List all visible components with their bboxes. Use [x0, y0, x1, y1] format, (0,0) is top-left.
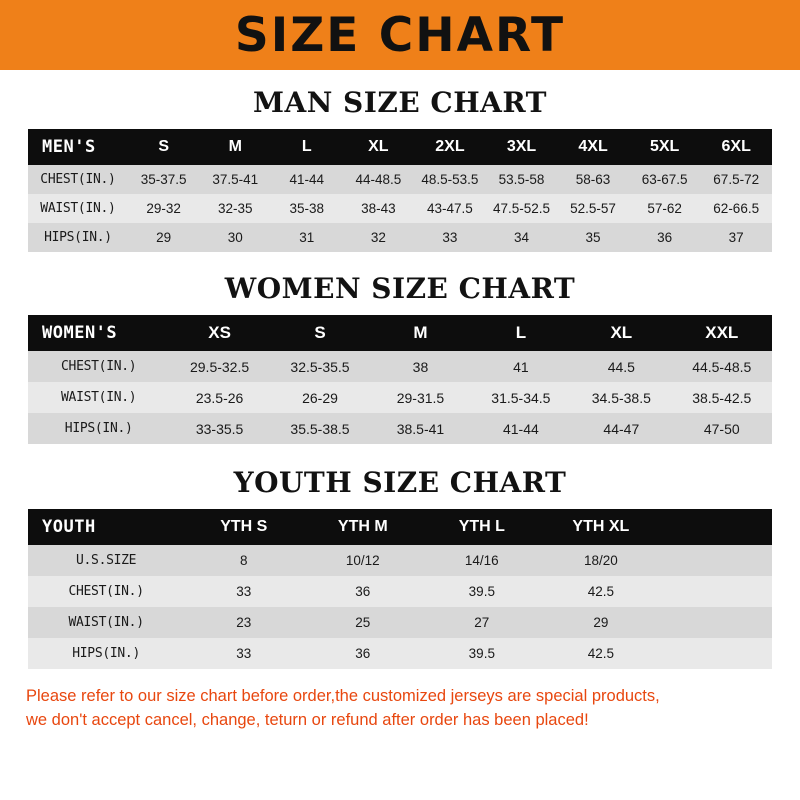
men-table-wrap	[28, 129, 772, 252]
row-label: CHEST(IN.)	[40, 172, 116, 187]
row-value: 33	[236, 646, 252, 661]
row-value: 41-44	[289, 172, 325, 187]
row-value: 27	[474, 615, 490, 630]
header-cell: S	[314, 323, 326, 342]
row-label: HIPS(IN.)	[72, 646, 140, 661]
row-value: 41	[513, 358, 529, 375]
row-value: 34	[513, 230, 529, 245]
row-value: 29	[156, 230, 172, 245]
row-value	[660, 638, 772, 669]
row-value: 42.5	[587, 584, 614, 599]
row-value: 31	[299, 230, 315, 245]
row-label: CHEST(IN.)	[61, 359, 137, 374]
row-value: 38-43	[361, 201, 396, 216]
row-value: 34.5-38.5	[591, 389, 651, 406]
row-value: 25	[355, 615, 371, 630]
table-row	[28, 351, 772, 382]
row-value: 33	[442, 230, 458, 245]
row-value: 14/16	[464, 553, 499, 568]
row-value: 35-37.5	[140, 172, 187, 187]
row-value: 47.5-52.5	[492, 201, 550, 216]
header-cell: 5XL	[649, 138, 680, 155]
table-row	[28, 223, 772, 252]
footer-note	[26, 685, 774, 733]
table-header-row	[28, 315, 772, 351]
row-value: 44-48.5	[355, 172, 402, 187]
row-value: 29-32	[146, 201, 181, 216]
table-row	[28, 413, 772, 444]
page-title: SIZE CHART	[234, 7, 566, 63]
row-value: 57-62	[647, 201, 682, 216]
header-cell: M	[413, 323, 428, 342]
row-value: 18/20	[583, 553, 618, 568]
row-value: 38	[412, 358, 429, 375]
header-cell: XXL	[705, 323, 739, 342]
row-value: 32.5-35.5	[290, 358, 350, 375]
table-header-row	[28, 509, 772, 545]
row-value: 39.5	[468, 646, 495, 661]
row-value: 52.5-57	[570, 201, 616, 216]
row-value: 63-67.5	[641, 172, 688, 187]
header-cell: YTH XL	[572, 518, 630, 535]
row-label: HIPS(IN.)	[64, 421, 133, 436]
page-banner	[0, 0, 800, 70]
row-label: WAIST(IN.)	[68, 615, 144, 630]
header-cell: XL	[610, 323, 633, 342]
section-title-women: WOMEN SIZE CHART	[224, 272, 576, 305]
row-value: 37	[728, 230, 744, 245]
table-row	[28, 576, 772, 607]
row-value: 35	[585, 230, 601, 245]
row-value: 31.5-34.5	[491, 389, 551, 406]
header-cell: 6XL	[721, 138, 751, 155]
row-value: 44-47	[603, 420, 640, 437]
row-value: 47-50	[703, 420, 740, 437]
row-value: 30	[227, 230, 243, 245]
row-value: 29-31.5	[396, 389, 445, 406]
row-value: 36	[355, 646, 371, 661]
row-value: 53.5-58	[498, 172, 545, 187]
table-row	[28, 165, 772, 194]
row-value	[660, 545, 772, 576]
row-value: 44.5-48.5	[692, 358, 752, 375]
row-value: 43-47.5	[427, 201, 473, 216]
row-value: 38.5-42.5	[692, 389, 752, 406]
header-cell	[660, 509, 772, 545]
row-value: 62-66.5	[713, 201, 760, 216]
header-cell: YTH M	[337, 518, 388, 535]
table-row	[28, 194, 772, 223]
header-cell: M	[228, 138, 242, 155]
header-cell: S	[158, 138, 169, 155]
row-label: WAIST(IN.)	[61, 390, 137, 405]
row-value: 48.5-53.5	[421, 172, 479, 187]
row-value: 67.5-72	[713, 172, 760, 187]
row-value: 37.5-41	[212, 172, 259, 187]
header-label: WOMEN'S	[42, 323, 118, 343]
row-value: 39.5	[468, 584, 495, 599]
row-value: 42.5	[587, 646, 614, 661]
header-label: MEN'S	[42, 137, 96, 157]
row-value	[660, 607, 772, 638]
row-value: 44.5	[607, 358, 635, 375]
row-label: HIPS(IN.)	[44, 230, 112, 245]
row-value: 33-35.5	[195, 420, 244, 437]
row-value: 29	[593, 615, 609, 630]
row-value: 23.5-26	[195, 389, 244, 406]
section-title-youth: YOUTH SIZE CHART	[233, 466, 567, 499]
row-value: 36	[355, 584, 371, 599]
footer-note-line-1: Please refer to our size chart before order,the customized jerseys are special products,	[26, 687, 660, 705]
row-value: 41-44	[502, 420, 539, 437]
row-value: 35.5-38.5	[290, 420, 350, 437]
youth-table-wrap	[28, 509, 772, 669]
row-value: 33	[236, 584, 252, 599]
table-row	[28, 382, 772, 413]
header-label: YOUTH	[42, 517, 96, 537]
header-cell: XS	[208, 323, 231, 342]
row-value: 26-29	[302, 389, 338, 406]
row-value: 32-35	[217, 201, 253, 216]
row-value: 23	[236, 615, 252, 630]
section-title-man: MAN SIZE CHART	[253, 86, 547, 119]
row-value: 29.5-32.5	[189, 358, 250, 375]
header-cell: 2XL	[435, 138, 465, 155]
row-value	[660, 576, 772, 607]
row-value: 8	[239, 553, 248, 568]
row-label: CHEST(IN.)	[68, 584, 144, 599]
row-value: 58-63	[575, 172, 611, 187]
header-cell: L	[301, 138, 312, 155]
table-row	[28, 545, 772, 576]
row-value: 38.5-41	[396, 420, 445, 437]
header-cell: L	[515, 323, 527, 342]
men-size-table	[28, 129, 772, 252]
header-cell: 4XL	[578, 138, 608, 155]
youth-size-table	[28, 509, 772, 669]
table-header-row	[28, 129, 772, 165]
row-label: U.S.SIZE	[76, 553, 137, 568]
row-label: WAIST(IN.)	[40, 201, 116, 216]
header-cell: XL	[368, 138, 389, 155]
row-value: 32	[370, 230, 386, 245]
header-cell: 3XL	[506, 138, 537, 155]
header-cell: YTH L	[458, 518, 505, 535]
women-size-table	[28, 315, 772, 444]
row-value: 36	[657, 230, 673, 245]
header-cell: YTH S	[220, 518, 268, 535]
table-row	[28, 638, 772, 669]
footer-note-line-2: we don't accept cancel, change, teturn or refund after order has been placed!	[26, 710, 589, 729]
table-row	[28, 607, 772, 638]
row-value: 10/12	[345, 553, 380, 568]
women-table-wrap	[28, 315, 772, 444]
row-value: 35-38	[289, 201, 325, 216]
